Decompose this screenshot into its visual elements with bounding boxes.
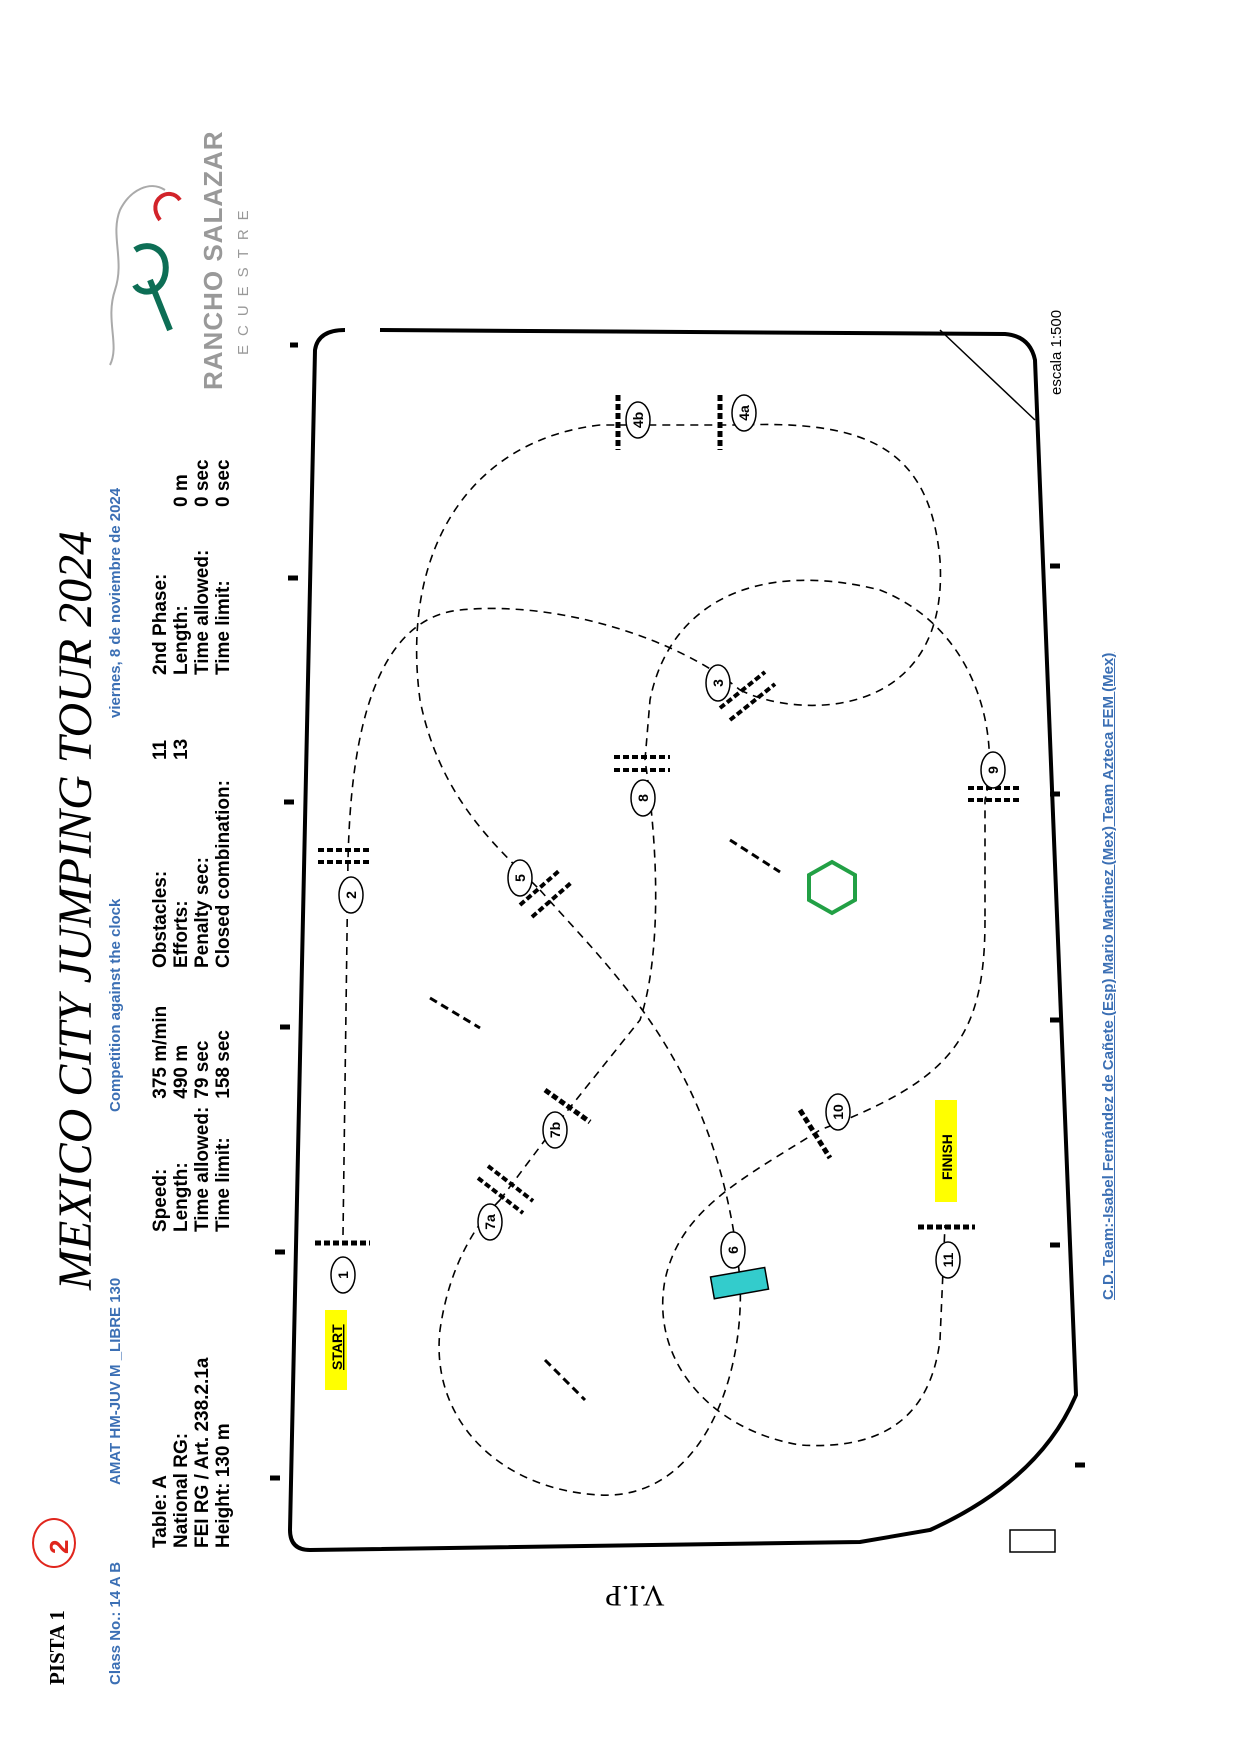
info-phase2-length-value: 0 m: [171, 474, 192, 507]
arena-fence: [290, 330, 1076, 1550]
obstacle-10-number: 10: [830, 1104, 846, 1120]
obstacle-3-number: 3: [710, 679, 726, 687]
obstacle-4b-number: 4b: [630, 411, 646, 429]
scale-label: escala 1:500: [1048, 309, 1065, 395]
obstacle-7b-number: 7b: [547, 1121, 563, 1139]
info-obstacles-label: Obstacles:: [150, 870, 171, 968]
green-hexagon-marker: [809, 862, 855, 913]
course-route: [343, 424, 989, 1495]
info-penalty-label: Penalty sec:: [192, 857, 213, 968]
info-phase2-label: 2nd Phase:: [150, 573, 171, 675]
info-phase2-time-limit-value: 0 sec: [213, 459, 234, 507]
info-phase2-time-allowed-label: Time allowed:: [192, 549, 213, 675]
logo-subtitle: ECUESTRE: [235, 201, 252, 355]
obstacle-5: [508, 860, 572, 917]
obstacle-7b: [543, 1090, 590, 1148]
obstacle-2: [318, 850, 372, 913]
info-height: Height: 130 m: [213, 1423, 234, 1548]
obstacle-4b: [618, 395, 650, 450]
info-length-value: 490 m: [171, 1044, 192, 1099]
info-time-limit-value: 158 sec: [213, 1030, 234, 1099]
info-fei-rg: FEI RG / Art. 238.2.1a: [192, 1357, 213, 1548]
vip-label: V.I.P: [605, 1579, 665, 1612]
info-efforts-value: 13: [171, 738, 192, 760]
arena-corner-diagonal: [940, 330, 1035, 420]
judge-box: [1010, 1530, 1055, 1552]
obstacle-8: [614, 757, 670, 816]
obstacle-11-number: 11: [940, 1252, 956, 1268]
start-label: START: [329, 1324, 345, 1370]
obstacle-8-number: 8: [635, 794, 651, 802]
perimeter-ticks: [270, 345, 1085, 1478]
info-phase2-length-label: Length:: [171, 605, 192, 675]
competition-date: viernes, 8 de noviembre de 2024: [107, 487, 124, 718]
info-speed-value: 375 m/min: [150, 1005, 171, 1099]
obstacle-9-number: 9: [985, 766, 1001, 774]
info-efforts-label: Efforts:: [171, 900, 192, 968]
obstacle-1: [315, 1243, 370, 1293]
obstacle-1-number: 1: [335, 1271, 351, 1279]
class-circle-number: 2: [44, 1539, 74, 1554]
obstacle-2-number: 2: [343, 891, 359, 899]
class-name: AMAT HM-JUV M _LIBRE 130: [107, 1277, 124, 1485]
obstacle-4a: [720, 395, 756, 450]
credits-footer: C.D. Team:-Isabel Fernández de Cañete (Esp) Mario Martinez (Mex) Team Azteca FEM (Mex): [1100, 652, 1117, 1300]
info-table: Table: A: [150, 1475, 171, 1548]
obstacle-3: [706, 665, 775, 720]
obstacle-10: [800, 1094, 850, 1158]
obstacle-11: [918, 1227, 975, 1278]
obstacle-4a-number: 4a: [736, 405, 752, 421]
info-time-allowed-label: Time allowed:: [192, 1106, 213, 1232]
competition-type: Competition against the clock: [107, 898, 124, 1112]
page-title: MEXICO CITY JUMPING TOUR 2024: [49, 530, 102, 1290]
finish-label: FINISH: [939, 1134, 955, 1180]
obstacle-5-number: 5: [512, 874, 528, 882]
info-phase2-time-limit-label: Time limit:: [213, 580, 234, 675]
info-obstacles-value: 11: [150, 739, 171, 760]
obstacle-6: [711, 1232, 769, 1299]
obstacle-7a-number: 7a: [482, 1214, 498, 1230]
info-national-rg: National RG:: [171, 1432, 192, 1548]
info-time-allowed-value: 79 sec: [192, 1040, 213, 1099]
obstacle-9: [968, 752, 1022, 800]
logo-name: RANCHO SALAZAR: [198, 130, 228, 390]
info-length-label: Length:: [171, 1162, 192, 1232]
info-closed-combination-label: Closed combination:: [213, 780, 234, 968]
spare-poles: [430, 840, 780, 1400]
obstacle-7a: [478, 1166, 533, 1240]
obstacle-6-number: 6: [725, 1246, 741, 1254]
info-time-limit-label: Time limit:: [213, 1137, 234, 1232]
class-number: Class No.: 14 A B: [107, 1561, 124, 1685]
info-phase2-time-allowed-value: 0 sec: [192, 459, 213, 507]
pista-label: PISTA 1: [45, 1610, 69, 1685]
info-speed-label: Speed:: [150, 1168, 171, 1232]
